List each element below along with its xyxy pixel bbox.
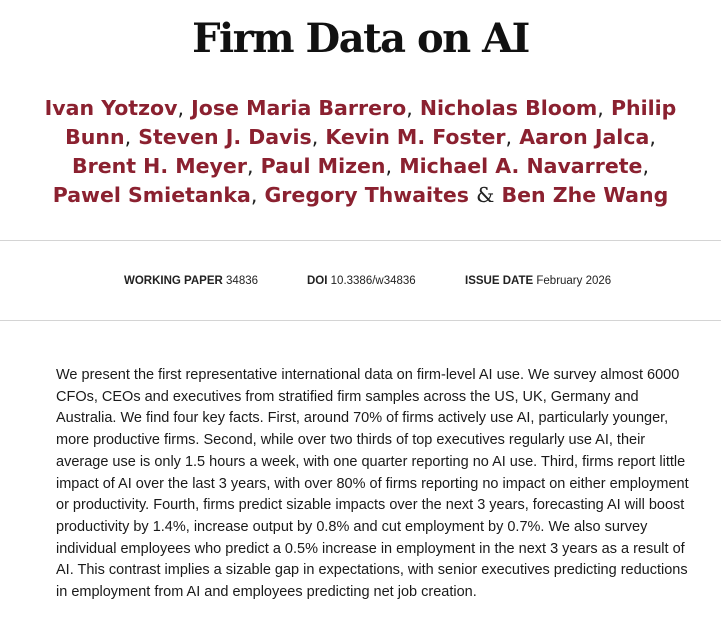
author-separator: , bbox=[642, 154, 649, 178]
paper-metadata bbox=[0, 271, 721, 291]
author-separator: , bbox=[177, 96, 184, 120]
author-separator: , bbox=[505, 125, 513, 149]
author-separator: , bbox=[124, 125, 132, 149]
author-final-separator: & bbox=[476, 183, 495, 207]
author-link[interactable]: Brent H. Meyer bbox=[72, 154, 247, 178]
bottom-divider bbox=[0, 320, 721, 321]
author-link[interactable]: Aaron Jalca bbox=[519, 125, 650, 149]
top-divider bbox=[0, 240, 721, 241]
author-link[interactable]: Pawel Smietanka bbox=[52, 183, 251, 207]
abstract: We present the first representative international data on firm-level AI use. We survey almost 6000 CFOs, CEOs and executives from stratified firm samples across the US, UK, Germany and Australia. We find four key facts. First, around 70% of firms actively use AI, particularly younger, more productive firms. Second, while over two thirds of top executives regularly use AI, their average use is only 1.5 hours a week, with one quarter reporting no AI use. Third, firms report little impact of AI over the last 3 years, with over 80% of firms reporting no impact on either employment or productivity. Fourth, firms predict sizable impacts over the next 3 years, forecasting AI will boost productivity by 1.4%, increase output by 0.8% and cut employment by 0.7%. We also survey individual employees who predict a 0.5% increase in employment in the next 3 years as a result of AI. This contrast implies a sizable gap in expectations, with senior executives predicting reductions in employment from AI and employees predicting net job creation. bbox=[56, 367, 689, 601]
author-link[interactable]: Gregory Thwaites bbox=[264, 183, 469, 207]
author-separator: , bbox=[250, 183, 258, 207]
author-link[interactable]: Nicholas Bloom bbox=[419, 96, 598, 120]
issue-date bbox=[465, 271, 611, 291]
author-list bbox=[40, 94, 681, 210]
author-link[interactable]: Kevin M. Foster bbox=[325, 125, 506, 149]
working-paper-label: WORKING PAPER bbox=[124, 275, 223, 287]
author-link[interactable]: Michael A. Navarrete bbox=[399, 154, 643, 178]
doi-value[interactable]: 10.3386/w34836 bbox=[330, 275, 416, 287]
author-link[interactable]: Philip Bunn bbox=[65, 96, 677, 149]
working-paper-number bbox=[124, 271, 258, 291]
issue-date-label: ISSUE DATE bbox=[465, 275, 534, 287]
author-separator: , bbox=[246, 154, 254, 178]
doi[interactable] bbox=[307, 271, 416, 291]
author-link[interactable]: Ben Zhe Wang bbox=[501, 183, 669, 207]
author-link[interactable]: Steven J. Davis bbox=[138, 125, 312, 149]
doi-label: DOI bbox=[307, 275, 328, 287]
author-link[interactable]: Jose Maria Barrero bbox=[191, 96, 407, 120]
author-separator: , bbox=[406, 96, 413, 120]
author-separator: , bbox=[385, 154, 393, 178]
paper-title: Firm Data on AI bbox=[192, 15, 529, 62]
author-link[interactable]: Ivan Yotzov bbox=[44, 96, 178, 120]
working-paper-value: 34836 bbox=[226, 275, 259, 287]
author-link[interactable]: Paul Mizen bbox=[260, 154, 386, 178]
author-separator: , bbox=[597, 96, 604, 120]
author-separator: , bbox=[649, 125, 656, 149]
author-separator: , bbox=[311, 125, 319, 149]
issue-date-value: February 2026 bbox=[536, 275, 612, 287]
